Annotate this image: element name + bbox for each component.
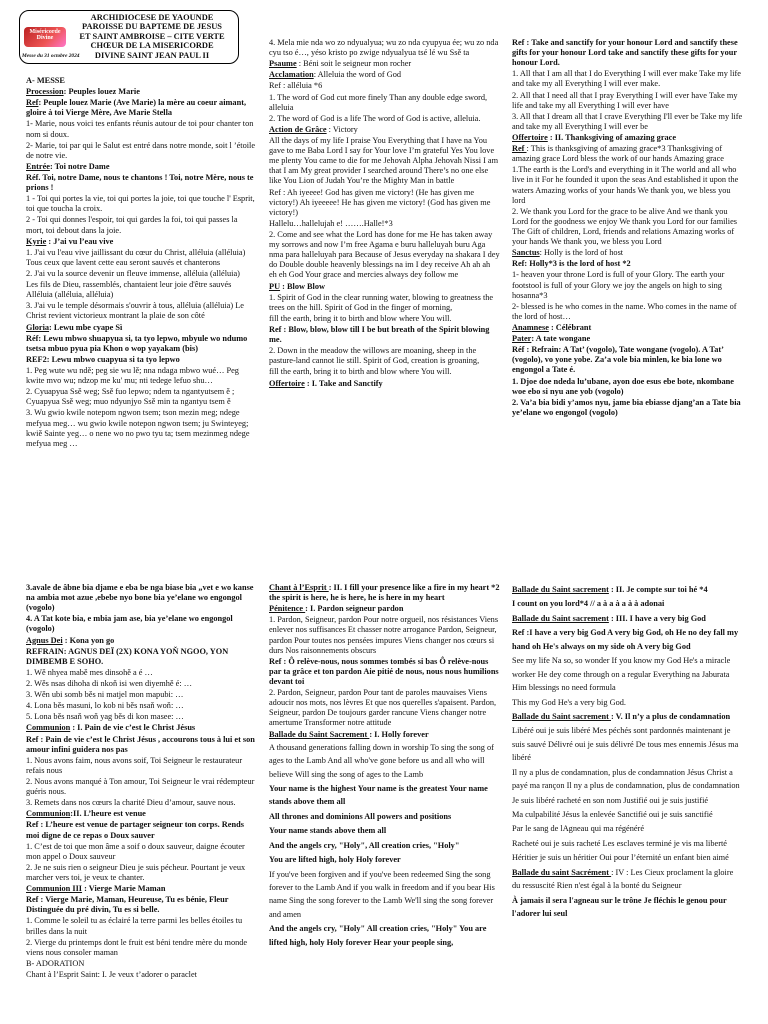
song-text: : I. Pardon seigneur pardon xyxy=(305,604,404,614)
song-text: Réf. Toi, notre Dame, nous te chantons ! Toi, notre Mère, nous te prions ! xyxy=(26,172,254,193)
song-line xyxy=(269,81,500,91)
song-line xyxy=(512,894,743,921)
section-heading: Pénitence xyxy=(269,604,306,614)
song-text: : Lewu mbe cyape Sì xyxy=(49,322,123,332)
song-line xyxy=(26,701,256,711)
song-text: 3. Wu gwio kwile notepom ngwon tsem; tson mezin meg; ndege mefyua meg… wu gwio kwile notepon ngwon tsem; ju Swinteyeg; kwiě Sainte yeg… o nene wo no pwo tyu ta; tsem mezinmeg ndege mefyua meg … xyxy=(26,408,250,448)
song-text: Réf: Lewu mbwo shuapyua si, ta tyo lepwo, mbyule wo ndumo tsetsa mbuo pyua pia Khon o wop yayakam (bis) xyxy=(26,333,248,353)
song-text: 4. Lona běs masuni, lo kob ni běs nsaň woň: … xyxy=(26,701,184,711)
song-text: : II. I fill your presence like a fire in my heart *2 the spirit is here, he is here, he is here in my heart xyxy=(269,583,500,603)
song-line xyxy=(269,38,500,58)
song-line xyxy=(26,248,256,268)
song-text: : I. Take and Sanctify xyxy=(304,378,383,388)
song-line xyxy=(26,614,256,634)
song-line xyxy=(512,626,743,653)
song-text: Ref : alléluia *6 xyxy=(269,81,323,91)
column-1 xyxy=(26,76,256,498)
song-line xyxy=(26,842,256,862)
section-heading: Kyrie xyxy=(26,236,47,246)
song-text: 4. Mela mie nda wo zo ndyualyua; wu zo nda cyupyua ée; wu zo nda cyu tso é…, yéso kristo po zwige ndyualyua tsé lé wu Ssě ta xyxy=(269,38,499,58)
song-line xyxy=(26,387,256,407)
song-line xyxy=(512,133,743,143)
song-line xyxy=(26,636,256,646)
song-line xyxy=(269,810,500,823)
song-line xyxy=(26,959,256,969)
song-line xyxy=(512,597,743,610)
song-line xyxy=(26,916,256,936)
song-text: I count on you lord*4 // a à a à a à à adonai xyxy=(512,599,665,609)
song-line xyxy=(269,70,500,80)
song-text: : Holly is the lord of host xyxy=(539,248,624,258)
song-line xyxy=(26,970,256,980)
section-heading: Acclamation xyxy=(269,70,314,80)
section-heading: Sanctus xyxy=(512,248,540,258)
song-line xyxy=(512,69,743,89)
song-line xyxy=(269,583,500,603)
song-text: A- MESSE xyxy=(26,76,65,85)
song-text: 1 - Toi qui portes la vie, toi qui portes la joie, toi que touche l' Esprit, toi que toucha la croix. xyxy=(26,194,255,214)
song-text: 2. The word of God is a life The word of God is active, alleluia. xyxy=(269,113,481,123)
song-line xyxy=(26,690,256,700)
parish-header xyxy=(19,10,239,64)
song-line xyxy=(26,173,256,193)
song-text: 1. Pardon, Seigneur, pardon Pour notre orgueil, nos résistances Viens enlever nos suffisances Et chasser notre arrogance Pardon, Seigneur, pardon Pour toutes nos pensées impures Viens changer nos cœurs si durs Nos raisonnements obscurs xyxy=(269,615,499,655)
song-text: 3. Wěn ubi somb běs ni matjel mon mapubi: … xyxy=(26,690,184,700)
song-text: : Blow Blow xyxy=(280,281,326,291)
song-line xyxy=(269,604,500,614)
song-line xyxy=(512,866,743,893)
song-line xyxy=(512,165,743,205)
song-text: REF2: Lewu mbwo cuapyua si ta tyo lepwo xyxy=(26,354,180,364)
song-line xyxy=(26,756,256,776)
song-line xyxy=(26,355,256,365)
song-line xyxy=(512,38,743,68)
song-text: Your name is the highest Your name is the greatest Your name stands above them all xyxy=(269,783,488,807)
song-text: : Vierge Marie Maman xyxy=(82,884,166,894)
song-text: Réf : Refrain: A Tat’ (vogolo), Tate wongane (vogolo). A Tat’ (vogolo), vo yone yobe. Za’a vole bia minlen, ke bia lone wo engongol a Tate é. xyxy=(512,345,724,375)
song-line xyxy=(26,119,256,139)
song-line xyxy=(512,112,743,132)
song-text: : A tate wongane xyxy=(531,334,591,344)
song-text: And the angels cry, "Holy" All creation cries, "Holy" You are lifted high, holy Holy forever Hear your people sing, xyxy=(269,924,487,947)
song-line xyxy=(269,853,500,866)
song-line xyxy=(512,144,743,164)
song-line xyxy=(512,323,743,333)
section-heading: Ballade du saint Sacrément xyxy=(512,867,612,877)
song-line xyxy=(26,87,256,97)
song-text: fill the earth, bring it to birth and blow where You will. xyxy=(269,313,452,323)
song-line xyxy=(269,868,500,922)
song-text: : IV : Les Cieux proclament la gloire du ressuscité Rien n'est égal à la bonté du Seigneur xyxy=(512,867,734,891)
song-line xyxy=(512,794,743,807)
song-text: Ref : Take and sanctify for your honour Lord and sanctify these gifts for your honour Lord take and sanctify these gifts for your honour Lord. xyxy=(512,38,738,68)
song-text: 2- Marie, toi par qui le Salut est entré dans notre monde, soit l ’étoile de notre vie. xyxy=(26,140,256,160)
song-text: 1.The earth is the Lord's and everything in it The world and all who live in it For he founded it upon the seas And established it upon the waters Amazing works of your hands We thank you, we bless you lord xyxy=(512,165,739,205)
song-line xyxy=(26,269,256,279)
song-line xyxy=(26,895,256,915)
section-heading: Action de Grâce xyxy=(269,124,327,134)
song-line xyxy=(26,194,256,214)
song-text: : Kona yon go xyxy=(62,635,115,645)
song-text: 1- Marie, nous voici tes enfants réunis autour de toi pour chanter ton nom si doux. xyxy=(26,119,254,139)
song-line xyxy=(26,668,256,678)
song-text: Ref : L’heure est venue de partager seigneur ton corps. Rends moi digne de ce repas o Doux sauver xyxy=(26,820,244,840)
song-text: Ref : Ah iyeeee! God has given me victory! (He has given me victory!) Ah iyeeeee! He has given me victory! (God has given me victory!) xyxy=(269,187,491,217)
song-text: Ref : Blow, blow, blow till I be but breath of the Spirit blowing me. xyxy=(269,324,490,345)
song-text: 1. Nous avons faim, nous avons soif, Toi Seigneur le restaurateur refais nous xyxy=(26,755,243,775)
song-line xyxy=(269,125,500,135)
song-text: 1. Comme le soleil tu as éclairé la terre parmi les belles étoiles tu brilles dans la nuit xyxy=(26,916,243,936)
song-line xyxy=(26,215,256,235)
song-line xyxy=(26,237,256,247)
song-text: : Toi notre Dame xyxy=(49,161,110,171)
song-line xyxy=(512,302,743,322)
section-heading: Chant à l’Esprit xyxy=(269,583,329,592)
song-text: REFRAIN: AGNUS DEÏ (2X) KONA YOŇ NGOO, YON DIMBEMB E SOHO. xyxy=(26,646,229,666)
song-text: 1. C’est de toi que mon âme a soif o doux sauveur, daigne écouter mon appel o Doux sauveur xyxy=(26,841,245,861)
song-line xyxy=(26,723,256,733)
song-text: : V. Il n’y a plus de condamnation xyxy=(610,711,731,721)
song-text: 5. Lona běs nsaň woň yag běs di kon masee: … xyxy=(26,712,184,722)
song-line xyxy=(269,688,500,728)
song-text: 2. Wěs nsas dihoha di nkoň isi wen diyemhě é: … xyxy=(26,678,192,688)
song-text: fill the earth, bring it to birth and blow where You will. xyxy=(269,367,452,377)
song-line xyxy=(26,820,256,840)
song-text: 1. Spirit of God in the clear running water, blowing to greatness the trees on the hill. Spirit of God in the finger of morning, xyxy=(269,292,494,312)
section-heading: Agnus Dei xyxy=(26,635,63,645)
song-line xyxy=(269,922,500,949)
song-text: : Victory xyxy=(326,124,358,134)
song-line xyxy=(512,207,743,247)
song-text: All the days of my life I praise You Everything that I have na You gave to me Baba Lord I say for Your love I’m grateful Yes You love me plenty You came to die for me Jehovah Alpha Jehovah Nissi I am that I am My great provider I searched around There’s no one else like You Lion of Judah You’re the Mighty Man in battle xyxy=(269,135,499,186)
song-line xyxy=(269,293,500,313)
song-line xyxy=(269,114,500,124)
song-text: 2. J'ai vu la source devenir un fleuve immense, alléluia (alléluia) xyxy=(26,268,240,278)
section-heading: Communion III xyxy=(26,884,83,894)
song-text: Par le sang de lAgneau qui ma régénéré xyxy=(512,824,645,834)
song-line xyxy=(269,230,500,281)
song-line xyxy=(269,314,500,324)
song-text: : Peuples louez Marie xyxy=(63,87,140,97)
song-text: 2 - Toi qui donnes l'espoir, toi qui gardes la foi, toi qui passes la mort, toi debout dans la joie. xyxy=(26,215,238,235)
column-4 xyxy=(26,583,256,1024)
song-text: 1- heaven your throne Lord is full of your Glory. The earth your footstool is full of your Glory we joy the angels on high to sing hosanna*3 xyxy=(512,270,725,300)
song-text: 2. All that I need all that I pray Everything I will ever have Take my life and take my all Everything I will ever have xyxy=(512,90,738,110)
song-line xyxy=(26,323,256,333)
section-heading: Ref xyxy=(512,144,527,154)
song-line xyxy=(512,696,743,709)
song-text: Héritier je suis un héritier Oui pour l’éternité un enfant bien aimé xyxy=(512,853,729,863)
song-line xyxy=(26,280,256,300)
song-text: : Béni soit le seigneur mon rocher xyxy=(296,59,412,69)
song-text: Ref : Vierge Marie, Maman, Heureuse, Tu es bénie, Fleur Distinguée du pré divin, Tu es si belle. xyxy=(26,895,229,915)
section-heading: Entrée xyxy=(26,161,50,171)
song-text: 2- blessed is he who comes in the name. Who comes in the name of the lord of host… xyxy=(512,301,737,321)
column-2 xyxy=(269,38,500,500)
song-line xyxy=(269,741,500,781)
song-line xyxy=(269,839,500,852)
song-text: :II. L’heure est venue xyxy=(70,809,146,819)
song-text: 2. Pardon, Seigneur, pardon Pour tant de paroles mauvaises Viens adoucir nos mots, nos lèvres Et que nos querelles s'apaisent. Pardon, Seigneur, pardon De toujours garder rancune Viens changer notre amertume Transformer notre attitude xyxy=(269,688,497,728)
song-text: Ref: Holly*3 is the lord of host *2 xyxy=(512,259,631,269)
song-text: Ma culpabilité Jésus la enlevée Sanctifié oui je suis sanctifié xyxy=(512,810,713,819)
song-text: 3.avale de âbne bia djame e eba be nga biase bia „vet e wo kanse na ambia mot azue ,ebebe nyo bone bia ye’elane wo engongol (vogolo) xyxy=(26,583,254,613)
column-3 xyxy=(512,38,743,500)
section-heading: PU xyxy=(269,281,281,291)
song-line xyxy=(26,679,256,689)
song-line xyxy=(512,724,743,764)
song-line xyxy=(269,730,500,740)
song-text: 1. All that I am all that I do Everything I will ever make Take my life and take my all Everything I will ever make. xyxy=(512,69,741,89)
song-text: Les fils de Dieu, rassemblés, chantaient leur joie d'être sauvés Alléluia (alléluia, alléluia) xyxy=(26,280,232,300)
song-text: Your name stands above them all xyxy=(269,826,387,836)
song-text: : This is thanksgiving of amazing grace*3 Thanksgiving of amazing grace Lord bless the work of our hands Amazing grace xyxy=(512,144,724,164)
section-heading: Offertoire xyxy=(269,378,305,388)
song-line xyxy=(269,346,500,366)
song-line xyxy=(26,583,256,613)
song-line xyxy=(26,647,256,667)
song-text: A thousand generations falling down in worship To sing the song of ages to the Lamb And all who've gone before us and all who will believe Will sing the song of ages to the Lamb xyxy=(269,742,494,779)
song-line xyxy=(26,777,256,797)
section-heading: Gloria xyxy=(26,322,50,332)
section-heading: Communion xyxy=(26,723,71,733)
section-heading: Ref xyxy=(26,98,39,108)
song-line xyxy=(512,612,743,625)
song-text: Il ny a plus de condamnation, plus de condamnation Jésus Christ a payé ma rançon Il ny a plus de condamnation, plus de condamnation xyxy=(512,767,740,791)
song-line xyxy=(512,377,743,397)
song-line xyxy=(269,325,500,345)
song-line xyxy=(512,583,743,596)
song-line xyxy=(269,824,500,837)
song-text: 1. J'ai vu l'eau vive jaillissant du cœur du Christ, alléluia (alléluia) Tous ceux que lavent cette eau seront sauvés et chanterons xyxy=(26,247,246,267)
song-line xyxy=(26,76,256,86)
song-line xyxy=(512,91,743,111)
song-line xyxy=(26,735,256,755)
song-text: : J’ai vu l’eau vive xyxy=(46,236,114,246)
choir-name: CHŒUR DE LA MISERICORDE xyxy=(90,41,214,51)
song-text: 2. Down in the meadow the willows are moaning, sheep in the pasture-land cannot lie still. Spirit of God, creation is groaning, xyxy=(269,346,480,366)
song-text: 3. All that I dream all that I crave Everything I'll ever be Take my life and take my all Everything I will ever be xyxy=(512,111,743,131)
song-line xyxy=(512,334,743,344)
song-line xyxy=(269,367,500,377)
archdiocese-name: ARCHIDIOCESE DE YAOUNDE xyxy=(90,13,214,22)
song-line xyxy=(512,710,743,723)
song-line xyxy=(26,301,256,321)
song-text: 1. Djoe doe ndeda lu’ubane, ayon doe esus ebe bote, nkombane woe ebo si nyu ane yob (vogolo) xyxy=(512,376,734,396)
song-text: 1. Wě nhyea mabě mes dinsohě a é … xyxy=(26,667,153,677)
song-text: B- ADORATION xyxy=(26,958,85,968)
song-text: 2. Va’a bia bidi y’amos nyu, jame bia ebiasse djang’an a Tate bia ye’elane wo engongol (vogolo) xyxy=(512,397,741,417)
song-text: 2. Je ne suis rien o seigneur Dieu je suis pécheur. Pourtant je veux marcher vers toi, je veux te chanter. xyxy=(26,862,246,882)
song-text: Chant à l’Esprit Saint: I. Je veux t’adorer o paraclet xyxy=(26,969,197,979)
song-line xyxy=(512,654,743,694)
parish-name: PAROISSE DU BAPTEME DE JESUS xyxy=(82,22,222,32)
song-text: 1. Peg wute wu ndě; peg sie wu lě; nna ndaga mbwo wué… Peg kwite mvo wu; ndzop me ku' mu; nti tedege lefuo shu… xyxy=(26,365,239,386)
song-line xyxy=(269,188,500,218)
song-line xyxy=(512,259,743,269)
song-line xyxy=(26,884,256,894)
song-text: And the angels cry, "Holy", All creation cries, "Holy" xyxy=(269,840,460,850)
song-text: 2. Vierge du printemps dont le fruit est béni tendre mère du monde viens nous consoler maman xyxy=(26,937,248,957)
section-heading: Ballade du Saint Sacrement xyxy=(269,729,370,739)
song-text: All thrones and dominions All powers and positions xyxy=(269,811,452,821)
song-text: : II. Je compte sur toi hé *4 xyxy=(608,585,708,594)
parish-subtitle: ET SAINT AMBROISE – CITE VERTE xyxy=(79,31,225,41)
song-line xyxy=(269,59,500,69)
song-line xyxy=(512,248,743,258)
song-line xyxy=(26,98,256,118)
column-5 xyxy=(269,583,500,1024)
song-line xyxy=(512,398,743,418)
song-line xyxy=(269,282,500,292)
song-text: : Peuple louez Marie (Ave Marie) la mère au coeur aimant, gloire à toi Vierge Mère, Ave Marie Stella xyxy=(26,98,247,118)
song-line xyxy=(512,345,743,375)
section-heading: Ballade du Saint sacrement xyxy=(512,613,609,623)
section-heading: Anamnese xyxy=(512,322,549,332)
section-heading: Pater xyxy=(512,334,532,344)
song-text: See my life Na so, so wonder If you know my God He's a miracle worker He dey come through on a regular Everything na Jaburata Him blessings no need formula xyxy=(512,656,731,693)
song-text: À jamais il sera l'agneau sur le trône Je fléchis le genou pour l'adorer lui seul xyxy=(512,895,727,919)
song-line xyxy=(26,162,256,172)
song-text: Racheté oui je suis racheté Les esclaves terminé je vis ma liberté xyxy=(512,838,727,848)
song-line xyxy=(269,93,500,113)
song-line xyxy=(26,809,256,819)
song-line xyxy=(26,863,256,883)
song-line xyxy=(512,851,743,864)
song-text: Ref :I have a very big God A very big God, oh He no dey fall my hand oh He's always on my side oh A very big God xyxy=(512,628,739,651)
song-line xyxy=(26,798,256,808)
song-text: Libéré oui je suis libéré Mes péchés sont pardonnés maintenant je suis sauvé Délivré oui je suis délivré De tous mes ennemis Jésus ma libéré xyxy=(512,726,739,763)
song-line xyxy=(269,657,500,687)
song-text: : I. Holly forever xyxy=(369,729,429,739)
song-line xyxy=(512,766,743,793)
section-heading: Communion xyxy=(26,809,71,819)
song-text: 3. J'ai vu le temple désormais s'ouvrir à tous, alléluia (alléluia) Le Christ revient victorieux montrant la plaie de son côté xyxy=(26,301,244,321)
song-text: 2. Nous avons manqué à Ton amour, Toi Seigneur le vrai rédempteur guéris nous. xyxy=(26,776,255,797)
song-text: 1. The word of God cut more finely Than any double edge sword, alleluia xyxy=(269,92,488,112)
section-heading: Ballade du Saint sacrement xyxy=(512,585,609,594)
song-line xyxy=(512,270,743,300)
song-text: Ref : Pain de vie c’est le Christ Jésus , accourons tous à lui et son amour infini guidera nos pas xyxy=(26,734,255,754)
song-text: 3. Remets dans nos cœurs la charité Dieu d’amour, sauve nous. xyxy=(26,798,236,808)
song-line xyxy=(512,808,743,821)
song-text: : Alleluia the word of God xyxy=(313,70,402,80)
song-line xyxy=(269,219,500,229)
song-line xyxy=(269,136,500,187)
song-text: If you've been forgiven and if you've been redeemed Sing the song forever to the Lamb And if you walk in freedom and if you bear His name Sing the song forever to the Lamb We'll sing the song forever and amen xyxy=(269,869,495,919)
choir-patron: DIVINE SAINT JEAN PAUL II xyxy=(94,50,210,60)
song-text: Je suis libéré racheté en son nom Justifié oui je suis justifié xyxy=(512,795,709,805)
song-text: 2. We thank you Lord for the grace to be alive And we thank you Lord for the goodness we enjoy We thank you Lord for our families The Gift of children, Lord, friends and relations Amazing works of your hands We thank you, we bless you Lord xyxy=(512,206,737,247)
parish-logo: Miséricorde Divine xyxy=(24,27,66,47)
mass-date: Messe du 31 octobre 2024 xyxy=(22,53,80,59)
song-text: 4. A Tat kote bia, e mbia jam ase, bia ye’elane wo engongol (vogolo) xyxy=(26,614,233,634)
song-text: Ref : Ô relève-nous, nous sommes tombés si bas Ô relève-nous par ta grâce et ton pardon Aie pitié de nous, nous nous humilions devant toi xyxy=(269,656,499,686)
song-line xyxy=(26,408,256,448)
song-text: 2. Cyuapyua Ssě weg; Ssě fuo lepwo; ndem ta ngantyutsem ě ; Cyuapyua Ssě weg; muo ndyunjyo Ssě min ta ngantyu tsem ě xyxy=(26,387,235,407)
section-heading: Ballade du Saint sacrement xyxy=(512,711,611,721)
song-line xyxy=(269,379,500,389)
song-text: 2. Come and see what the Lord has done for me He has taken away my sorrows and now I’m free Agama e buru halleluyah buru Aga nma para halleluyah para Because of Jesus everyday na shakara I dey do Double double heavenly blessings na im I dey receive Ah ah ah eh eh God Your grace and mercies always dey follow me xyxy=(269,229,500,280)
song-text: This my God He's a very big God. xyxy=(512,697,626,707)
song-line xyxy=(26,938,256,958)
song-text: Hallelu…hallelujah e! …….Halle!*3 xyxy=(269,218,393,228)
song-text: : I. Pain de vie c’est le Christ Jésus xyxy=(70,723,196,733)
song-line xyxy=(26,366,256,386)
song-line xyxy=(26,334,256,354)
song-text: You are lifted high, holy Holy forever xyxy=(269,855,401,865)
song-line xyxy=(26,712,256,722)
section-heading: Offertoire xyxy=(512,132,548,142)
song-line xyxy=(269,782,500,809)
song-line xyxy=(512,822,743,835)
song-line xyxy=(512,837,743,850)
song-text: : II. Thanksgiving of amazing grace xyxy=(547,132,677,142)
song-line xyxy=(269,615,500,655)
section-heading: Procession xyxy=(26,87,64,97)
column-6 xyxy=(512,583,743,1024)
song-text: : Célébrant xyxy=(548,322,592,332)
section-heading: Psaume xyxy=(269,59,297,69)
song-line xyxy=(26,141,256,161)
song-text: : III. I have a very big God xyxy=(608,613,706,623)
